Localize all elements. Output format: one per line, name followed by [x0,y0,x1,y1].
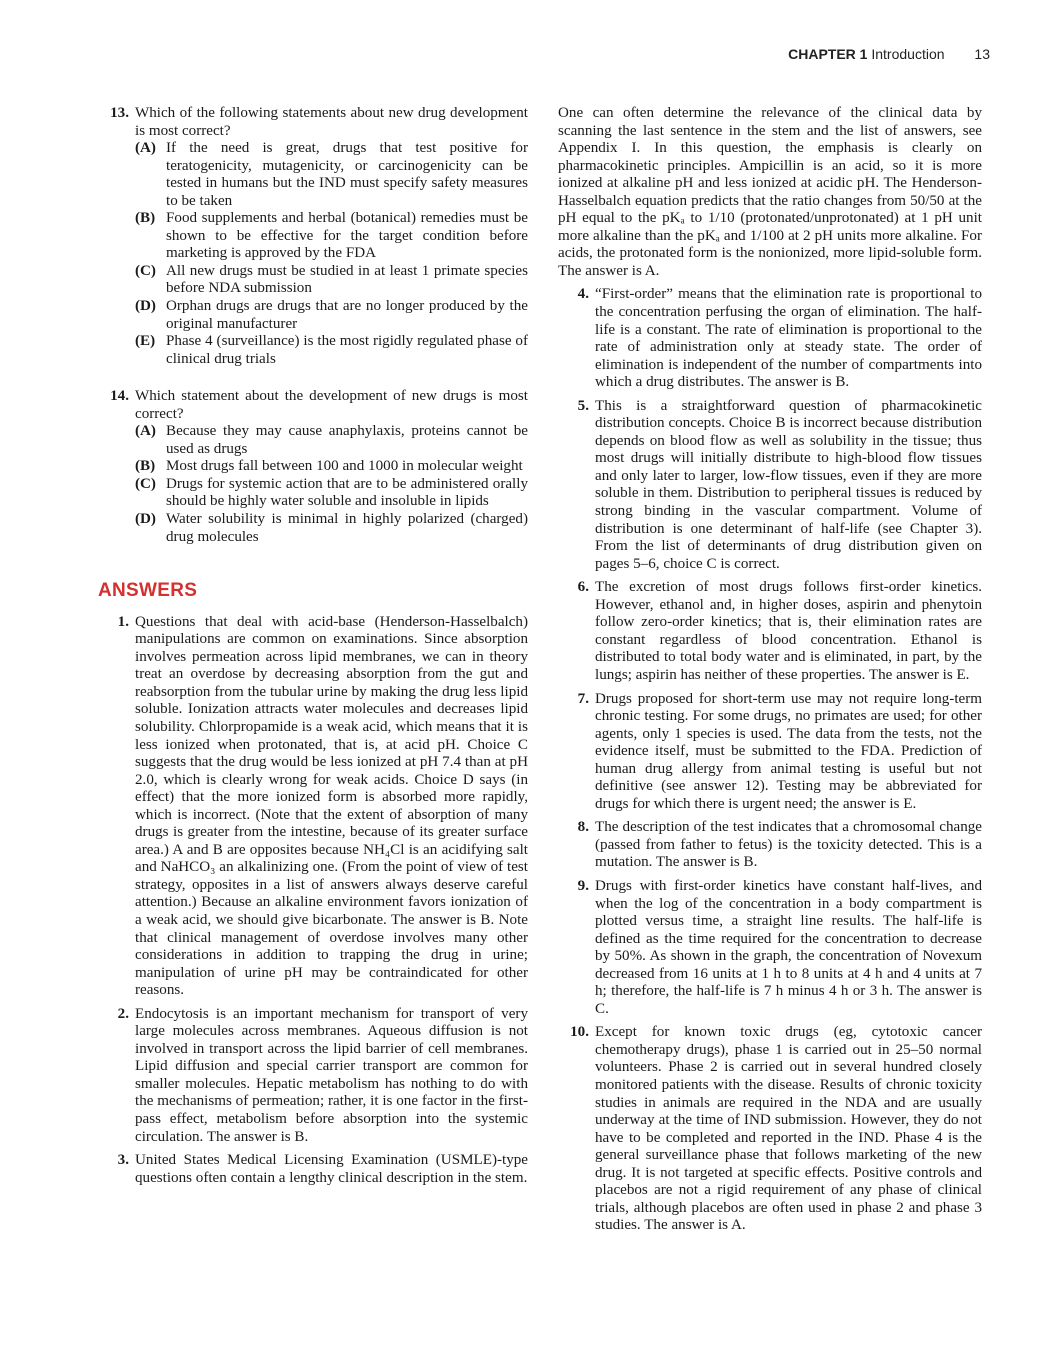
answer-2 [98,1006,528,1146]
option [135,263,528,298]
answer-10 [558,1024,982,1235]
chapter-title: Introduction [871,46,945,62]
running-header [560,46,990,68]
question-stem: Which statement about the development of new drugs is most correct? [135,388,528,422]
option-letter: (B) [135,210,156,227]
option-text: Orphan drugs are drugs that are no longer produced by the original manufacturer [166,298,528,332]
option-letter: (E) [135,333,156,350]
answer-number: 3. [117,1152,129,1169]
option-letter: (C) [135,262,156,279]
answer-text: Drugs with first-order kinetics have constant half-lives, and when the log of the concentration in a body compartment is plotted versus time, a straight line results. The half-life is defined as the time required for the concentration to decrease by 50%. As shown in the graph, the concentration of Novexum decreased from 16 units at 1 h to 8 units at 4 h and 4 units at 7 h; therefore, the half-life is 7 h minus 4 h or 3 h. The answer is C. [595,877,982,1017]
option-text: Most drugs fall between 100 and 1000 in molecular weight [166,458,523,475]
answer-text: This is a straightforward question of pharmacokinetic distribution concepts. Choice B is incorrect because distribution depends on blood flow as well as solubility in the tissue; thus most drugs will initially distribute to high-blood flow tissues and only later to larger, low-flow tissues, even if they are more soluble in them. Distribution to peripheral tissues is reduced by strong binding in the vascular compartment. Volume of distribution is one determinant of half-life (see Chapter 3). From the list of determinants of drug distribution given on pages 5–6, choice C is correct. [595,397,982,572]
answer-text: “First-order” means that the elimination rate is proportional to the concentration perfusing the organ of elimination. The half-life is a constant. The rate of elimination is proportional to the rate of administration only at steady state. The order of elimination is independent of the number of compartments into which a drug distributes. The answer is B. [595,286,982,391]
question-stem: Which of the following statements about new drug development is most correct? [135,105,528,139]
option-text: If the need is great, drugs that test positive for teratogenicity, mutagenicity, or carcinogenicity can be tested in humans but the IND must specify safety measures to be taken [166,140,528,209]
option-text: Because they may cause anaphylaxis, proteins cannot be used as drugs [166,423,528,457]
answer-text: One can often determine the relevance of the clinical data by scanning the last sentence in the stem and the list of answers, see Appendix I. In this question, the emphasis is clearly on pharmacokinetic principles. Ampicillin is an acid, so it is more ionized at alkaline pH and less ionized at acidic pH. The Henderson-Hasselbalch equation predicts that the ratio changes from 50/50 at the pH equal to the pKₐ to 1/10 (protonated/unprotonated) at 1 pH unit more alkaline than the pKₐ and 1/100 at 2 pH units more alkaline. For acids, the protonated form is the nonionized, more lipid-soluble form. The answer is A. [558,105,982,279]
answer-text: The description of the test indicates that a chromosomal change (passed from father to fetus) is the toxicity detected. This is a mutation. The answer is B. [595,819,982,871]
answer-number: 7. [577,690,589,707]
answer-number: 2. [117,1005,129,1022]
option [135,333,528,368]
option [135,423,528,458]
answers-heading: ANSWERS [98,580,198,602]
option [135,140,528,210]
answer-9 [558,878,982,1018]
answer-6 [558,579,982,684]
option-letter: (D) [135,298,156,315]
answer-8 [558,819,982,872]
option [135,210,528,263]
answer-text: United States Medical Licensing Examination (USMLE)-type questions often contain a lengthy clinical description in the stem. [135,1152,528,1186]
option-text: Phase 4 (surveillance) is the most rigidly regulated phase of clinical drug trials [166,333,528,367]
answer-number: 4. [577,286,589,303]
question-14 [98,388,528,546]
answer-number: 10. [570,1024,589,1041]
option-text: Food supplements and herbal (botanical) remedies must be shown to be effective for the target condition before marketing is approved by the FDA [166,210,528,262]
answer-text: Questions that deal with acid-base (Henderson-Hasselbalch) manipulations are common on examinations. Since absorption involves permeation across lipid membranes, we can in theory treat an overdose by decreasing absorption from the gut and reabsorption from the tubular urine by making the drug less lipid soluble. Ionization attracts water molecules and decreases lipid solubility. Chlorpropamide is a weak acid, which means that it is less ionized when protonated, that is, at acid pH. Choice C suggests that the drug would be less ionized at pH 7.4 than at pH 2.0, which is clearly wrong for weak acids. Choice D says (in effect) that the more ionized form is absorbed more rapidly, which is incorrect. (Note that the extent of absorption of many drugs is greater from the intestine, because of its greater surface area.) A and B are opposites because NH₄Cl is an acidifying salt and NaHCO₃ an alkalinizing one. (From the point of view of test strategy, opposites in a list of answers always deserve careful attention.) Because an alkaline environment favors ionization of a weak acid, we should give bicarbonate. The answer is B. Note that clinical management of overdose involves many other considerations in addition to trapping the drug in urine; manipulation of urine pH may be contraindicated for other reasons. [135,613,528,999]
answer-number: 5. [577,397,589,414]
option [135,458,528,476]
option-text: Drugs for systemic action that are to be administered orally should be highly water soluble and insoluble in lipids [166,475,528,510]
answer-number: 9. [577,877,589,894]
option-letter: (B) [135,458,156,475]
answer-1 [98,614,528,1000]
answer-text: Drugs proposed for short-term use may not require long-term chronic testing. For some drugs, no primates are used; for other agents, only 1 species is used. The data from the tests, not the evidence itself, must be submitted to the FDA. Prediction of human drug allergy from animal testing is useful but not definitive (see answer 12). Testing may be abbreviated for drugs for which there is urgent need; the answer is E. [595,690,982,812]
answer-4 [558,286,982,391]
answer-3 [98,1152,528,1187]
left-column [98,105,528,1193]
answer-text: Endocytosis is an important mechanism for transport of very large molecules across membranes. Aqueous diffusion is not involved in transport across the lipid barrier of cell membranes. Lipid diffusion and special carrier transport are common for smaller molecules. Hepatic metabolism has nothing to do with the mechanisms of permeation; rather, it is one factor in the first-pass effect, metabolism before absorption into the systemic circulation. The answer is B. [135,1005,528,1145]
option-letter: (A) [135,140,156,157]
answer-number: 8. [577,819,589,836]
option-text: Water solubility is minimal in highly polarized (charged) drug molecules [166,511,528,545]
answer-text: The excretion of most drugs follows first-order kinetics. However, ethanol and, in higher doses, aspirin and phenytoin follow zero-order kinetics; that is, their elimination rates are constant regardless of blood concentration. Ethanol is distributed to total body water and is eliminated, in part, by the lungs; aspirin has neither of these properties. The answer is E. [595,579,982,683]
option-letter: (C) [135,475,156,492]
option-text: All new drugs must be studied in at least 1 primate species before NDA submission [166,262,528,297]
answer-text: Except for known toxic drugs (eg, cytotoxic cancer chemotherapy drugs), phase 1 is carried out in 25–50 normal volunteers. Phase 2 is carried out in several hundred closely monitored patients with the disease. Results of chronic toxicity studies in animals are required in the NDA and are usually underway at the time of IND submission. However, they do not have to be completed and reported in the IND. Phase 4 is the general surveillance phase that follows marketing of the new drug. It is not targeted at specific effects. Positive controls and placebos are not a rigid requirement of any phase of clinical trials, although placebos are often used in phase 2 and phase 3 studies. The answer is A. [595,1024,982,1234]
page-number: 13 [974,46,990,62]
right-column [558,105,982,1241]
answer-3-continued [558,105,982,280]
question-13 [98,105,528,368]
chapter-label: CHAPTER 1 [788,46,868,62]
answer-5 [558,398,982,573]
answer-number: 1. [117,613,129,630]
question-number: 14. [110,388,129,405]
option [135,476,528,511]
option [135,298,528,333]
option [135,511,528,546]
question-number: 13. [110,105,129,121]
option-letter: (D) [135,511,156,528]
option-letter: (A) [135,423,156,440]
answer-7 [558,691,982,814]
answer-number: 6. [577,579,589,596]
